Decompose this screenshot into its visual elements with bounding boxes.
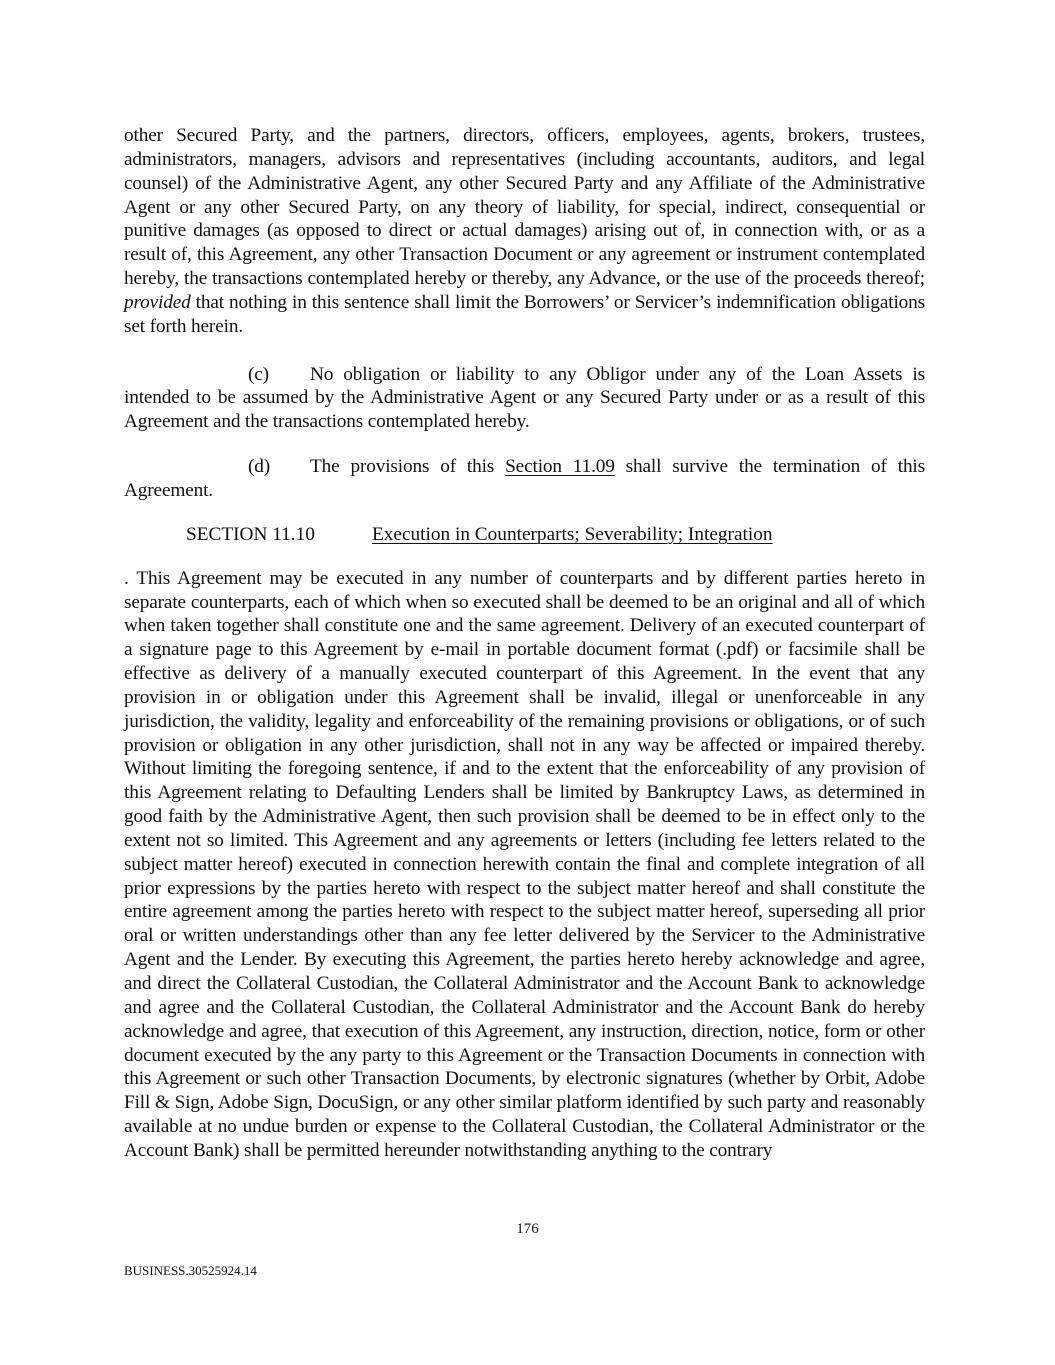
paragraph-d-text: The provisions of this — [310, 456, 506, 478]
page-number: 176 — [516, 1221, 539, 1237]
paragraph-b-text: other Secured Party, and the partners, directors, officers, employees, agents, brokers, trustees, administrators, managers, advisors and representatives (including accountants, auditors, and legal counsel) of the Administrative Agent, any other Secured Party and any Affiliate of the Administrative Agent or any other Secured Party, on any theory of liability, for special, indirect, consequential or punitive damages (as opposed to direct or actual damages) arising out of, in connection with, or as a result of, this Agreement, any other Transaction Document or any agreement or instrument contemplated hereby, the transactions contemplated hereby or thereby, any Advance, or the use of the proceeds thereof; — [124, 125, 925, 290]
paragraph-d-text-end: shall survive the termination of this Agreement. — [124, 456, 925, 501]
section-heading — [124, 523, 925, 547]
paragraph-b-continued — [124, 124, 925, 339]
provided-italic: provided — [124, 291, 191, 313]
paragraph-c-text: No obligation or liability to any Obligor under any of the Loan Assets is intended to be assumed by the Administrative Agent or any Secured Party under or as a result of this Agreement and the transactions contemplated hereby. — [124, 363, 925, 433]
section-body: . This Agreement may be executed in any number of counterparts and by different parties hereto in separate counterparts, each of which when so executed shall be deemed to be an original and all of which when taken together shall constitute one and the same agreement. Delivery of an executed counterpart of a signature page to this Agreement by e-mail in portable document format (.pdf) or facsimile shall be effective as delivery of a manually executed counterpart of this Agreement. In the event that any provision in or obligation under this Agreement shall be invalid, illegal or unenforceable in any jurisdiction, the validity, legality and enforceability of the remaining provisions or obligations, or of such provision or obligation in any other jurisdiction, shall not in any way be affected or impaired thereby. Without limiting the foregoing sentence, if and to the extent that the enforceability of any provision of this Agreement relating to Defaulting Lenders shall be limited by Bankruptcy Laws, as determined in good faith by the Administrative Agent, then such provision shall be deemed to be in effect only to the extent not so limited. This Agreement and any agreements or letters (including fee letters related to the subject matter hereof) executed in connection herewith contain the final and complete integration of all prior expressions by the parties hereto with respect to the subject matter hereof and shall constitute the entire agreement among the parties hereto with respect to the subject matter hereof, superseding all prior oral or written understandings other than any fee letter delivered by the Servicer to the Administrative Agent and the Lender. By executing this Agreement, the parties hereto hereby acknowledge and agree, and direct the Collateral Custodian, the Collateral Administrator and the Account Bank to acknowledge and agree and the Collateral Custodian, the Collateral Administrator and the Account Bank do hereby acknowledge and agree, that execution of this Agreement, any instruction, direction, notice, form or other document executed by the any party to this Agreement or the Transaction Documents in connection with this Agreement or such other Transaction Documents, by electronic signatures (whether by Orbit, Adobe Fill & Sign, Adobe Sign, DocuSign, or any other similar platform identified by such party and reasonably available at no undue burden or expense to the Collateral Custodian, the Collateral Administrator or the Account Bank) shall be permitted hereunder notwithstanding anything to the contrary — [124, 567, 925, 1161]
paragraph-c — [124, 363, 925, 435]
section-title: Execution in Counterparts; Severability; Integration — [372, 523, 773, 545]
paragraph-c-label: (c) — [248, 363, 269, 385]
document-page — [124, 124, 925, 1163]
document-id: BUSINESS.30525924.14 — [124, 1263, 257, 1278]
paragraph-d — [124, 455, 925, 503]
paragraph-d-label: (d) — [248, 456, 271, 478]
paragraph-b-text-end: that nothing in this sentence shall limit the Borrowers’ or Servicer’s indemnification obligations set forth herein. — [124, 291, 925, 337]
section-reference-link[interactable]: Section 11.09 — [505, 456, 615, 478]
section-number: SECTION 11.10 — [186, 523, 315, 545]
